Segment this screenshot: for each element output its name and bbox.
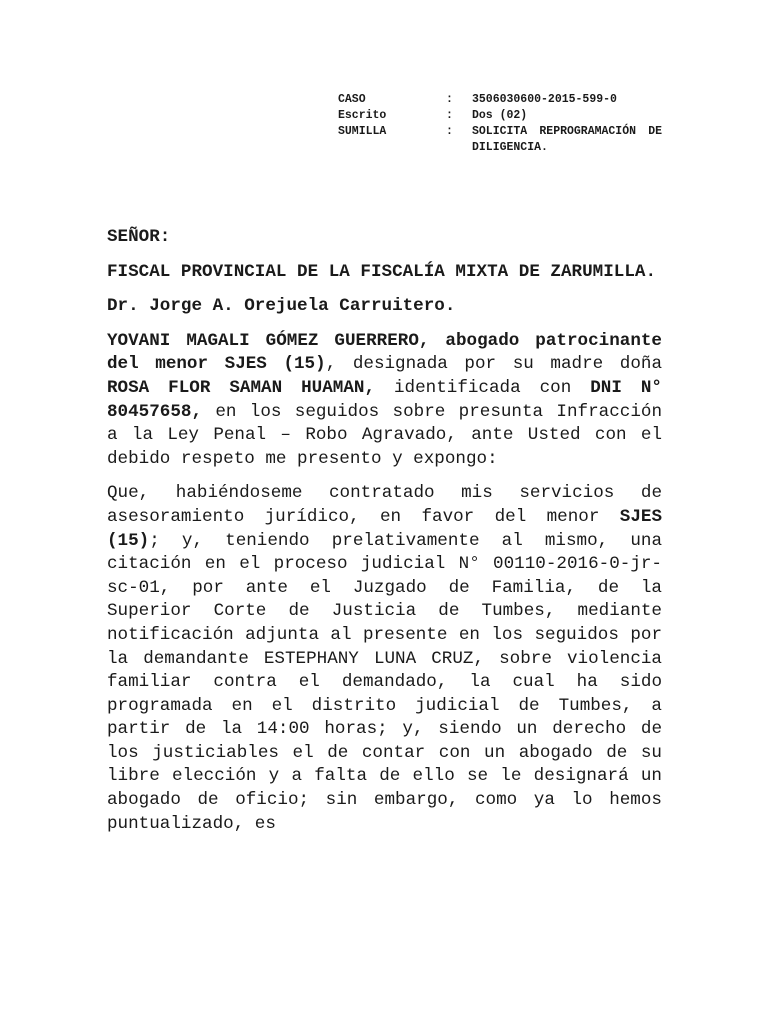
minor-name: SJES (15) bbox=[107, 506, 662, 551]
header-value-case-number: 3506030600-2015-599-0 bbox=[472, 93, 617, 106]
document-body bbox=[107, 226, 662, 836]
header-value-sumilla: SOLICITA REPROGRAMACIÓN DE DILIGENCIA. bbox=[472, 125, 662, 154]
header-row-escrito bbox=[338, 108, 662, 124]
mother-name: ROSA FLOR SAMAN HUAMAN, bbox=[107, 377, 376, 398]
body-text: Que, habiéndoseme contratado mis servicios de asesoramiento jurídico, en favor del menor bbox=[107, 483, 662, 527]
header-value-escrito: Dos (02) bbox=[472, 109, 528, 122]
dni-number: DNI N° 80457658, bbox=[107, 377, 662, 422]
addressee-name: Dr. Jorge A. Orejuela Carruitero. bbox=[107, 296, 456, 317]
header-separator: : bbox=[446, 125, 453, 138]
intro-paragraph bbox=[107, 330, 662, 472]
header-separator: : bbox=[446, 93, 453, 106]
case-header bbox=[338, 92, 662, 156]
header-label: Escrito bbox=[338, 109, 387, 122]
greeting: SEÑOR: bbox=[107, 227, 171, 247]
intro-text: identificada con bbox=[375, 377, 591, 398]
intro-text: en los seguidos sobre presunta Infracción a la Ley Penal – Robo Agravado, ante Usted con el debido respeto me presento y expongo: bbox=[107, 401, 662, 469]
header-row-sumilla bbox=[338, 124, 662, 156]
header-label: CASO bbox=[338, 93, 366, 106]
body-text: ; y, teniendo prelativamente al mismo, una citación en el proceso judicial N° 00110-2016-0-jr-sc-01, por ante el Juzgado de Familia, de la Superior Corte de Justicia de Tumbes, mediante notificación adjunta al presente en los seguidos por la demandante ESTEPHANY LUNA CRUZ, sobre violencia familiar contra el demandado, la cual ha sido programada en el distrito judicial de Tumbes, a partir de la 14:00 horas; y, siendo un derecho de los justiciables el de contar con un abogado de su libre elección y a falta de ello se le designará un abogado de oficio; sin embargo, como ya lo hemos puntualizado, es bbox=[107, 530, 662, 834]
header-separator: : bbox=[446, 109, 453, 122]
body-paragraph bbox=[107, 482, 662, 836]
lawyer-name: YOVANI MAGALI GÓMEZ GUERRERO, abogado patrocinante del menor SJES (15) bbox=[107, 330, 662, 375]
header-row-case bbox=[338, 92, 662, 108]
addressee: FISCAL PROVINCIAL DE LA FISCALÍA MIXTA DE ZARUMILLA. bbox=[107, 261, 657, 282]
header-label: SUMILLA bbox=[338, 125, 387, 138]
intro-text: , designada por su madre doña bbox=[325, 354, 662, 375]
